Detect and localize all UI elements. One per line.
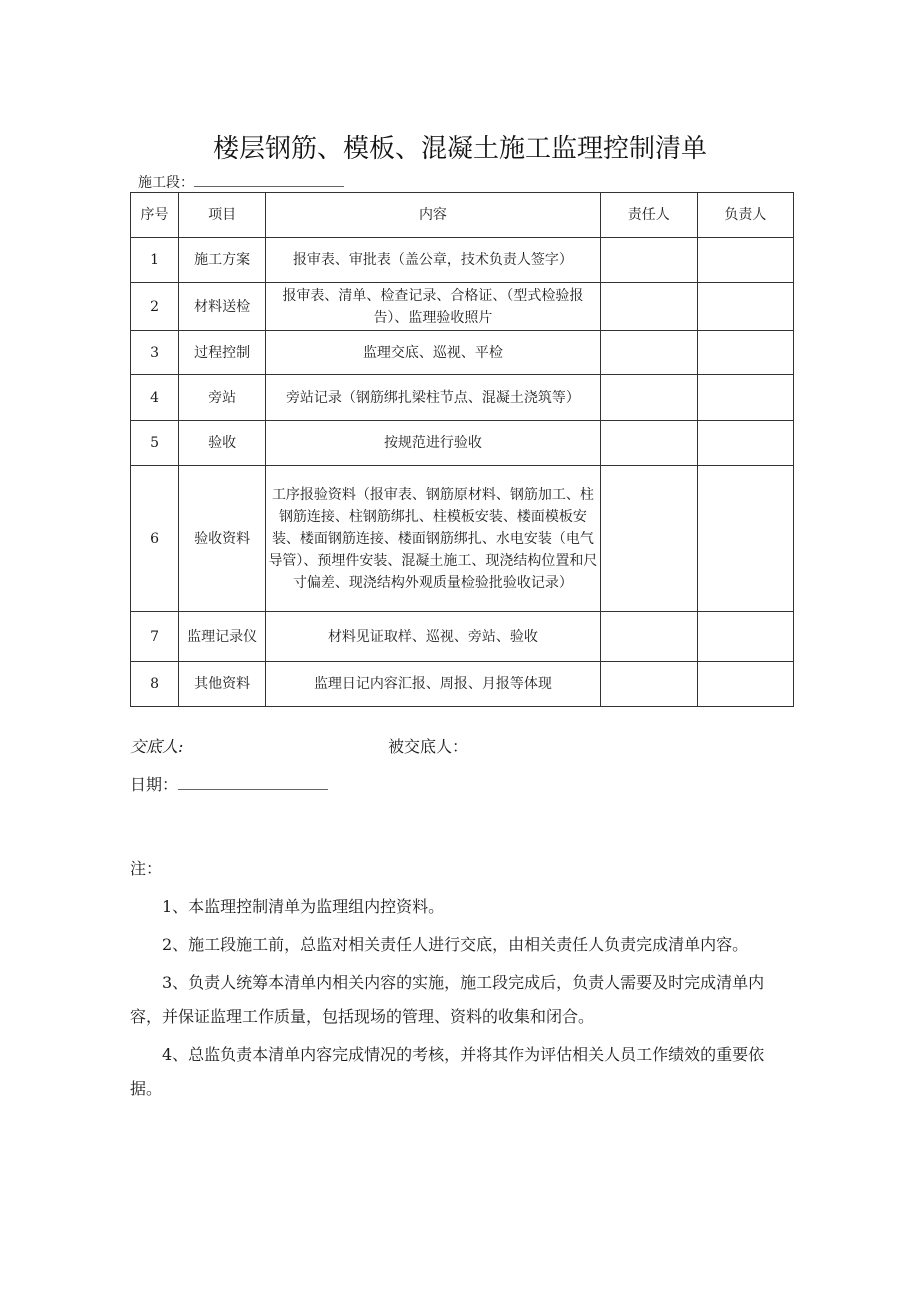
row-content: 监理日记内容汇报、周报、月报等体现 bbox=[266, 662, 601, 707]
table-row bbox=[131, 238, 794, 283]
section-label: 施工段： bbox=[138, 175, 194, 191]
row-seq: 1 bbox=[131, 238, 179, 283]
row-owner[interactable] bbox=[697, 238, 793, 283]
control-table bbox=[130, 192, 794, 707]
row-owner[interactable] bbox=[697, 283, 793, 331]
row-owner[interactable] bbox=[697, 331, 793, 375]
row-content: 监理交底、巡视、平检 bbox=[266, 331, 601, 375]
note-item: 2、施工段施工前，总监对相关责任人进行交底，由相关责任人负责完成清单内容。 bbox=[162, 935, 749, 954]
row-owner[interactable] bbox=[697, 466, 793, 612]
header-seq: 序号 bbox=[131, 193, 179, 238]
date-label: 日期： bbox=[130, 775, 179, 794]
header-owner: 负责人 bbox=[697, 193, 793, 238]
row-item: 施工方案 bbox=[179, 238, 266, 283]
header-content: 内容 bbox=[266, 193, 601, 238]
header-responsible: 责任人 bbox=[600, 193, 697, 238]
row-responsible[interactable] bbox=[600, 612, 697, 662]
row-content: 报审表、审批表（盖公章，技术负责人签字） bbox=[266, 238, 601, 283]
row-item: 验收 bbox=[179, 421, 266, 466]
row-item: 其他资料 bbox=[179, 662, 266, 707]
row-content: 按规范进行验收 bbox=[266, 421, 601, 466]
row-responsible[interactable] bbox=[600, 238, 697, 283]
date-input-line[interactable] bbox=[178, 775, 328, 790]
receiver-label: 被交底人： bbox=[388, 737, 469, 756]
row-owner[interactable] bbox=[697, 612, 793, 662]
table-row bbox=[131, 375, 794, 421]
row-content: 工序报验资料（报审表、钢筋原材料、钢筋加工、柱钢筋连接、柱钢筋绑扎、柱模板安装、楼面模板安装、楼面钢筋连接、楼面钢筋绑扎、水电安装（电气导管）、预埋件安装、混凝土施工、现浇结构位置和尺寸偏差、现浇结构外观质量检验批验收记录） bbox=[266, 466, 601, 612]
row-seq: 5 bbox=[131, 421, 179, 466]
row-content: 材料见证取样、巡视、旁站、验收 bbox=[266, 612, 601, 662]
row-owner[interactable] bbox=[697, 421, 793, 466]
note-item: 3、负责人统筹本清单内相关内容的实施，施工段完成后，负责人需要及时完成清单内容，并保证监理工作质量，包括现场的管理、资料的收集和闭合。 bbox=[130, 973, 765, 1026]
row-item: 材料送检 bbox=[179, 283, 266, 331]
table-row bbox=[131, 612, 794, 662]
row-item: 过程控制 bbox=[179, 331, 266, 375]
row-seq: 8 bbox=[131, 662, 179, 707]
row-seq: 3 bbox=[131, 331, 179, 375]
header-item: 项目 bbox=[179, 193, 266, 238]
row-responsible[interactable] bbox=[600, 662, 697, 707]
section-field bbox=[138, 172, 344, 192]
table-header-row bbox=[131, 193, 794, 238]
date-field bbox=[130, 772, 328, 795]
row-content: 旁站记录（钢筋绑扎梁柱节点、混凝土浇筑等） bbox=[266, 375, 601, 421]
handover-label: 交底人: bbox=[130, 737, 184, 756]
table-row bbox=[131, 331, 794, 375]
row-item: 验收资料 bbox=[179, 466, 266, 612]
row-owner[interactable] bbox=[697, 375, 793, 421]
row-item: 监理记录仪 bbox=[179, 612, 266, 662]
table-row bbox=[131, 421, 794, 466]
section-input-line[interactable] bbox=[194, 174, 344, 187]
row-responsible[interactable] bbox=[600, 421, 697, 466]
page-title: 楼层钢筋、模板、混凝土施工监理控制清单 bbox=[212, 134, 707, 164]
note-item: 4、总监负责本清单内容完成情况的考核，并将其作为评估相关人员工作绩效的重要依据。 bbox=[130, 1045, 765, 1098]
table-row bbox=[131, 283, 794, 331]
notes-label: 注： bbox=[130, 859, 163, 878]
row-responsible[interactable] bbox=[600, 375, 697, 421]
note-item: 1、本监理控制清单为监理组内控资料。 bbox=[162, 897, 445, 916]
row-seq: 2 bbox=[131, 283, 179, 331]
table-row bbox=[131, 662, 794, 707]
row-seq: 7 bbox=[131, 612, 179, 662]
row-seq: 6 bbox=[131, 466, 179, 612]
row-responsible[interactable] bbox=[600, 466, 697, 612]
row-seq: 4 bbox=[131, 375, 179, 421]
row-responsible[interactable] bbox=[600, 331, 697, 375]
row-item: 旁站 bbox=[179, 375, 266, 421]
table-row bbox=[131, 466, 794, 612]
row-content: 报审表、清单、检查记录、合格证、（型式检验报告）、监理验收照片 bbox=[266, 283, 601, 331]
notes-section bbox=[130, 852, 796, 1110]
row-owner[interactable] bbox=[697, 662, 793, 707]
row-responsible[interactable] bbox=[600, 283, 697, 331]
